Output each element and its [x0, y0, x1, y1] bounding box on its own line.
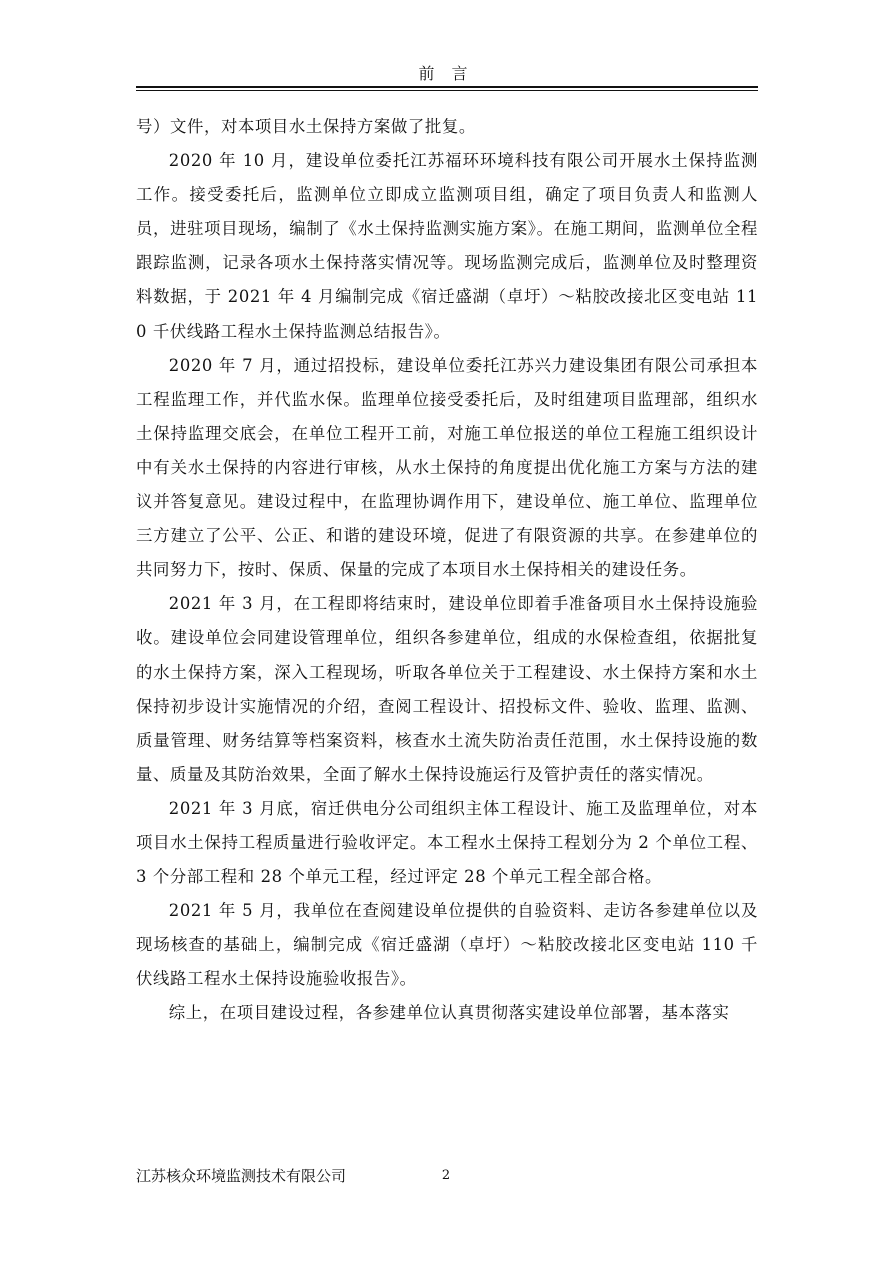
document-body	[136, 110, 758, 1031]
paragraph-summary: 综上，在项目建设过程，各参建单位认真贯彻落实建设单位部署，基本落实	[168, 1003, 730, 1023]
header-rule-thin	[136, 90, 758, 91]
paragraph-continuation: 号）文件，对本项目水土保持方案做了批复。	[136, 117, 476, 136]
paragraph-quality-evaluation: 2021 年 3 月底，宿迁供电分公司组织主体工程设计、施工及监理单位，对本项目水土保持工程质量进行验收评定。本工程水土保持工程划分为 2 个单位工程、3 个分部工程和 28 个单元工程，经过评定 28 个单元工程全部合格。	[136, 798, 758, 887]
footer-page-number: 2	[441, 1168, 451, 1183]
header-rule-thick	[136, 86, 758, 88]
paragraph-supervision: 2020 年 7 月，通过招投标，建设单位委托江苏兴力建设集团有限公司承担本工程监理工作，并代监水保。监理单位接受委托后，及时组建项目监理部，组织水土保持监理交底会，在单位工程开工前，对施工单位报送的单位工程施工组织设计中有关水土保持的内容进行审核，从水土保持的角度提出优化施工方案与方法的建议并答复意见。建设过程中，在监理协调作用下，建设单位、施工单位、监理单位三方建立了公平、公正、和谐的建设环境，促进了有限资源的共享。在参建单位的共同努力下，按时、保质、保量的完成了本项目水土保持相关的建设任务。	[136, 355, 758, 580]
page-header-title: 前 言	[418, 64, 474, 83]
footer-company-name: 江苏核众环境监测技术有限公司	[136, 1167, 347, 1185]
paragraph-inspection: 2021 年 3 月，在工程即将结束时，建设单位即着手准备项目水土保持设施验收。建设单位会同建设管理单位，组织各参建单位，组成的水保检查组，依据批复的水土保持方案，深入工程现场，听取各单位关于工程建设、水土保持方案和水土保持初步设计实施情况的介绍，查阅工程设计、招投标文件、验收、监理、监测、质量管理、财务结算等档案资料，核查水土流失防治责任范围，水土保持设施的数量、质量及其防治效果，全面了解水土保持设施运行及管护责任的落实情况。	[136, 594, 758, 784]
paragraph-acceptance-report: 2021 年 5 月，我单位在查阅建设单位提供的自验资料、走访各参建单位以及现场核查的基础上，编制完成《宿迁盛湖（卓圩）～粘胶改接北区变电站 110 千伏线路工程水土保持设施验收报告》。	[136, 901, 758, 989]
paragraph-monitoring: 2020 年 10 月，建设单位委托江苏福环环境科技有限公司开展水土保持监测工作。接受委托后，监测单位立即成立监测项目组，确定了项目负责人和监测人员，进驻项目现场，编制了《水土保持监测实施方案》。在施工期间，监测单位全程跟踪监测，记录各项水土保持落实情况等。现场监测完成后，监测单位及时整理资料数据，于 2021 年 4 月编制完成《宿迁盛湖（卓圩）～粘胶改接北区变电站 110 千伏线路工程水土保持监测总结报告》。	[136, 151, 758, 341]
